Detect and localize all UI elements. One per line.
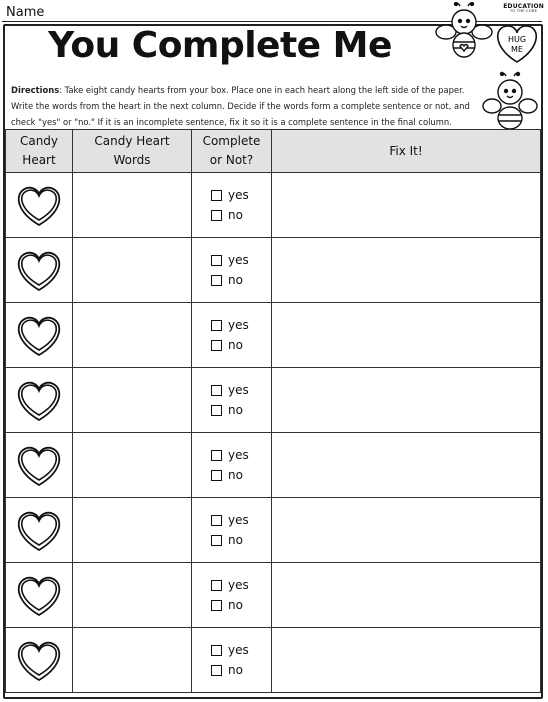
candy-heart-cell bbox=[6, 173, 73, 238]
yes-checkbox[interactable] bbox=[211, 385, 222, 396]
fix-it-field[interactable] bbox=[272, 303, 541, 368]
no-checkbox[interactable] bbox=[211, 665, 222, 676]
yes-option[interactable] bbox=[211, 185, 271, 205]
fix-it-field[interactable] bbox=[272, 368, 541, 433]
publisher-logo: EDUCATION TO THE CORE bbox=[503, 3, 544, 13]
yes-label: yes bbox=[228, 448, 249, 462]
complete-or-not-cell bbox=[192, 433, 272, 498]
yes-option[interactable] bbox=[211, 445, 271, 465]
yes-label: yes bbox=[228, 513, 249, 527]
no-label: no bbox=[228, 598, 243, 612]
yes-checkbox[interactable] bbox=[211, 645, 222, 656]
yes-label: yes bbox=[228, 643, 249, 657]
yes-checkbox[interactable] bbox=[211, 320, 222, 331]
no-option[interactable] bbox=[211, 270, 271, 290]
no-checkbox[interactable] bbox=[211, 405, 222, 416]
directions-text: : Take eight candy hearts from your box. Place one in each heart along the left side of the paper. Write the words from the heart in the next column. Decide if the words form a complete sentence or not, and check "yes" or "no." If it is an incomplete sentence, fix it so it is a complete sentence in the final column. bbox=[11, 85, 470, 127]
candy-heart-words-field[interactable] bbox=[73, 368, 192, 433]
no-option[interactable] bbox=[211, 205, 271, 225]
candy-heart-cell bbox=[6, 303, 73, 368]
candy-heart-icon bbox=[13, 442, 65, 488]
candy-heart-words-field[interactable] bbox=[73, 303, 192, 368]
directions-label: Directions bbox=[11, 85, 60, 95]
yes-option[interactable] bbox=[211, 315, 271, 335]
no-label: no bbox=[228, 273, 243, 287]
name-label: Name bbox=[6, 5, 45, 20]
header-complete-or-not: Complete or Not? bbox=[192, 130, 272, 173]
no-option[interactable] bbox=[211, 465, 271, 485]
yes-checkbox[interactable] bbox=[211, 255, 222, 266]
yes-label: yes bbox=[228, 383, 249, 397]
fix-it-field[interactable] bbox=[272, 628, 541, 693]
candy-heart-icon bbox=[13, 377, 65, 423]
fix-it-field[interactable] bbox=[272, 173, 541, 238]
no-option[interactable] bbox=[211, 660, 271, 680]
bee-decoration bbox=[432, 2, 542, 134]
fix-it-field[interactable] bbox=[272, 498, 541, 563]
yes-option[interactable] bbox=[211, 640, 271, 660]
no-label: no bbox=[228, 208, 243, 222]
candy-heart-icon bbox=[13, 182, 65, 228]
header-candy-heart: Candy Heart bbox=[6, 130, 73, 173]
no-label: no bbox=[228, 663, 243, 677]
yes-option[interactable] bbox=[211, 575, 271, 595]
candy-heart-icon bbox=[13, 637, 65, 683]
no-checkbox[interactable] bbox=[211, 340, 222, 351]
no-option[interactable] bbox=[211, 335, 271, 355]
no-label: no bbox=[228, 533, 243, 547]
yes-label: yes bbox=[228, 318, 249, 332]
no-checkbox[interactable] bbox=[211, 600, 222, 611]
yes-checkbox[interactable] bbox=[211, 580, 222, 591]
table-row bbox=[6, 498, 541, 563]
no-option[interactable] bbox=[211, 400, 271, 420]
no-option[interactable] bbox=[211, 530, 271, 550]
table-row bbox=[6, 628, 541, 693]
complete-or-not-cell bbox=[192, 563, 272, 628]
bee-bottom-icon bbox=[483, 73, 537, 130]
table-row bbox=[6, 433, 541, 498]
candy-heart-icon bbox=[13, 572, 65, 618]
yes-label: yes bbox=[228, 188, 249, 202]
candy-heart-cell bbox=[6, 628, 73, 693]
no-label: no bbox=[228, 338, 243, 352]
worksheet-table bbox=[5, 129, 541, 693]
fix-it-field[interactable] bbox=[272, 433, 541, 498]
page-title: You Complete Me bbox=[48, 25, 392, 66]
yes-label: yes bbox=[228, 578, 249, 592]
directions bbox=[11, 82, 481, 130]
table-row bbox=[6, 238, 541, 303]
bee-top-icon bbox=[436, 3, 492, 58]
no-checkbox[interactable] bbox=[211, 210, 222, 221]
candy-heart-icon bbox=[13, 247, 65, 293]
yes-checkbox[interactable] bbox=[211, 190, 222, 201]
candy-heart-words-field[interactable] bbox=[73, 563, 192, 628]
yes-checkbox[interactable] bbox=[211, 450, 222, 461]
candy-heart-words-field[interactable] bbox=[73, 628, 192, 693]
no-checkbox[interactable] bbox=[211, 275, 222, 286]
candy-heart-cell bbox=[6, 498, 73, 563]
svg-text:ME: ME bbox=[511, 45, 523, 54]
no-checkbox[interactable] bbox=[211, 470, 222, 481]
table-row bbox=[6, 303, 541, 368]
complete-or-not-cell bbox=[192, 303, 272, 368]
complete-or-not-cell bbox=[192, 628, 272, 693]
no-checkbox[interactable] bbox=[211, 535, 222, 546]
candy-heart-cell bbox=[6, 433, 73, 498]
table-row bbox=[6, 173, 541, 238]
yes-label: yes bbox=[228, 253, 249, 267]
candy-heart-cell bbox=[6, 563, 73, 628]
yes-option[interactable] bbox=[211, 250, 271, 270]
hug-me-heart-icon bbox=[498, 26, 536, 62]
complete-or-not-cell bbox=[192, 173, 272, 238]
yes-option[interactable] bbox=[211, 510, 271, 530]
no-option[interactable] bbox=[211, 595, 271, 615]
header-candy-heart-words: Candy Heart Words bbox=[73, 130, 192, 173]
fix-it-field[interactable] bbox=[272, 238, 541, 303]
complete-or-not-cell bbox=[192, 368, 272, 433]
table-header-row bbox=[6, 130, 541, 173]
candy-heart-cell bbox=[6, 368, 73, 433]
no-label: no bbox=[228, 403, 243, 417]
fix-it-field[interactable] bbox=[272, 563, 541, 628]
candy-heart-words-field[interactable] bbox=[73, 498, 192, 563]
candy-heart-icon bbox=[13, 507, 65, 553]
candy-heart-words-field[interactable] bbox=[73, 173, 192, 238]
complete-or-not-cell bbox=[192, 238, 272, 303]
candy-heart-cell bbox=[6, 238, 73, 303]
table-row bbox=[6, 563, 541, 628]
candy-heart-words-field[interactable] bbox=[73, 238, 192, 303]
yes-checkbox[interactable] bbox=[211, 515, 222, 526]
no-label: no bbox=[228, 468, 243, 482]
table-row bbox=[6, 368, 541, 433]
yes-option[interactable] bbox=[211, 380, 271, 400]
header-fix-it: Fix It! bbox=[272, 130, 541, 173]
complete-or-not-cell bbox=[192, 498, 272, 563]
candy-heart-icon bbox=[13, 312, 65, 358]
candy-heart-words-field[interactable] bbox=[73, 433, 192, 498]
svg-text:HUG: HUG bbox=[507, 35, 527, 44]
